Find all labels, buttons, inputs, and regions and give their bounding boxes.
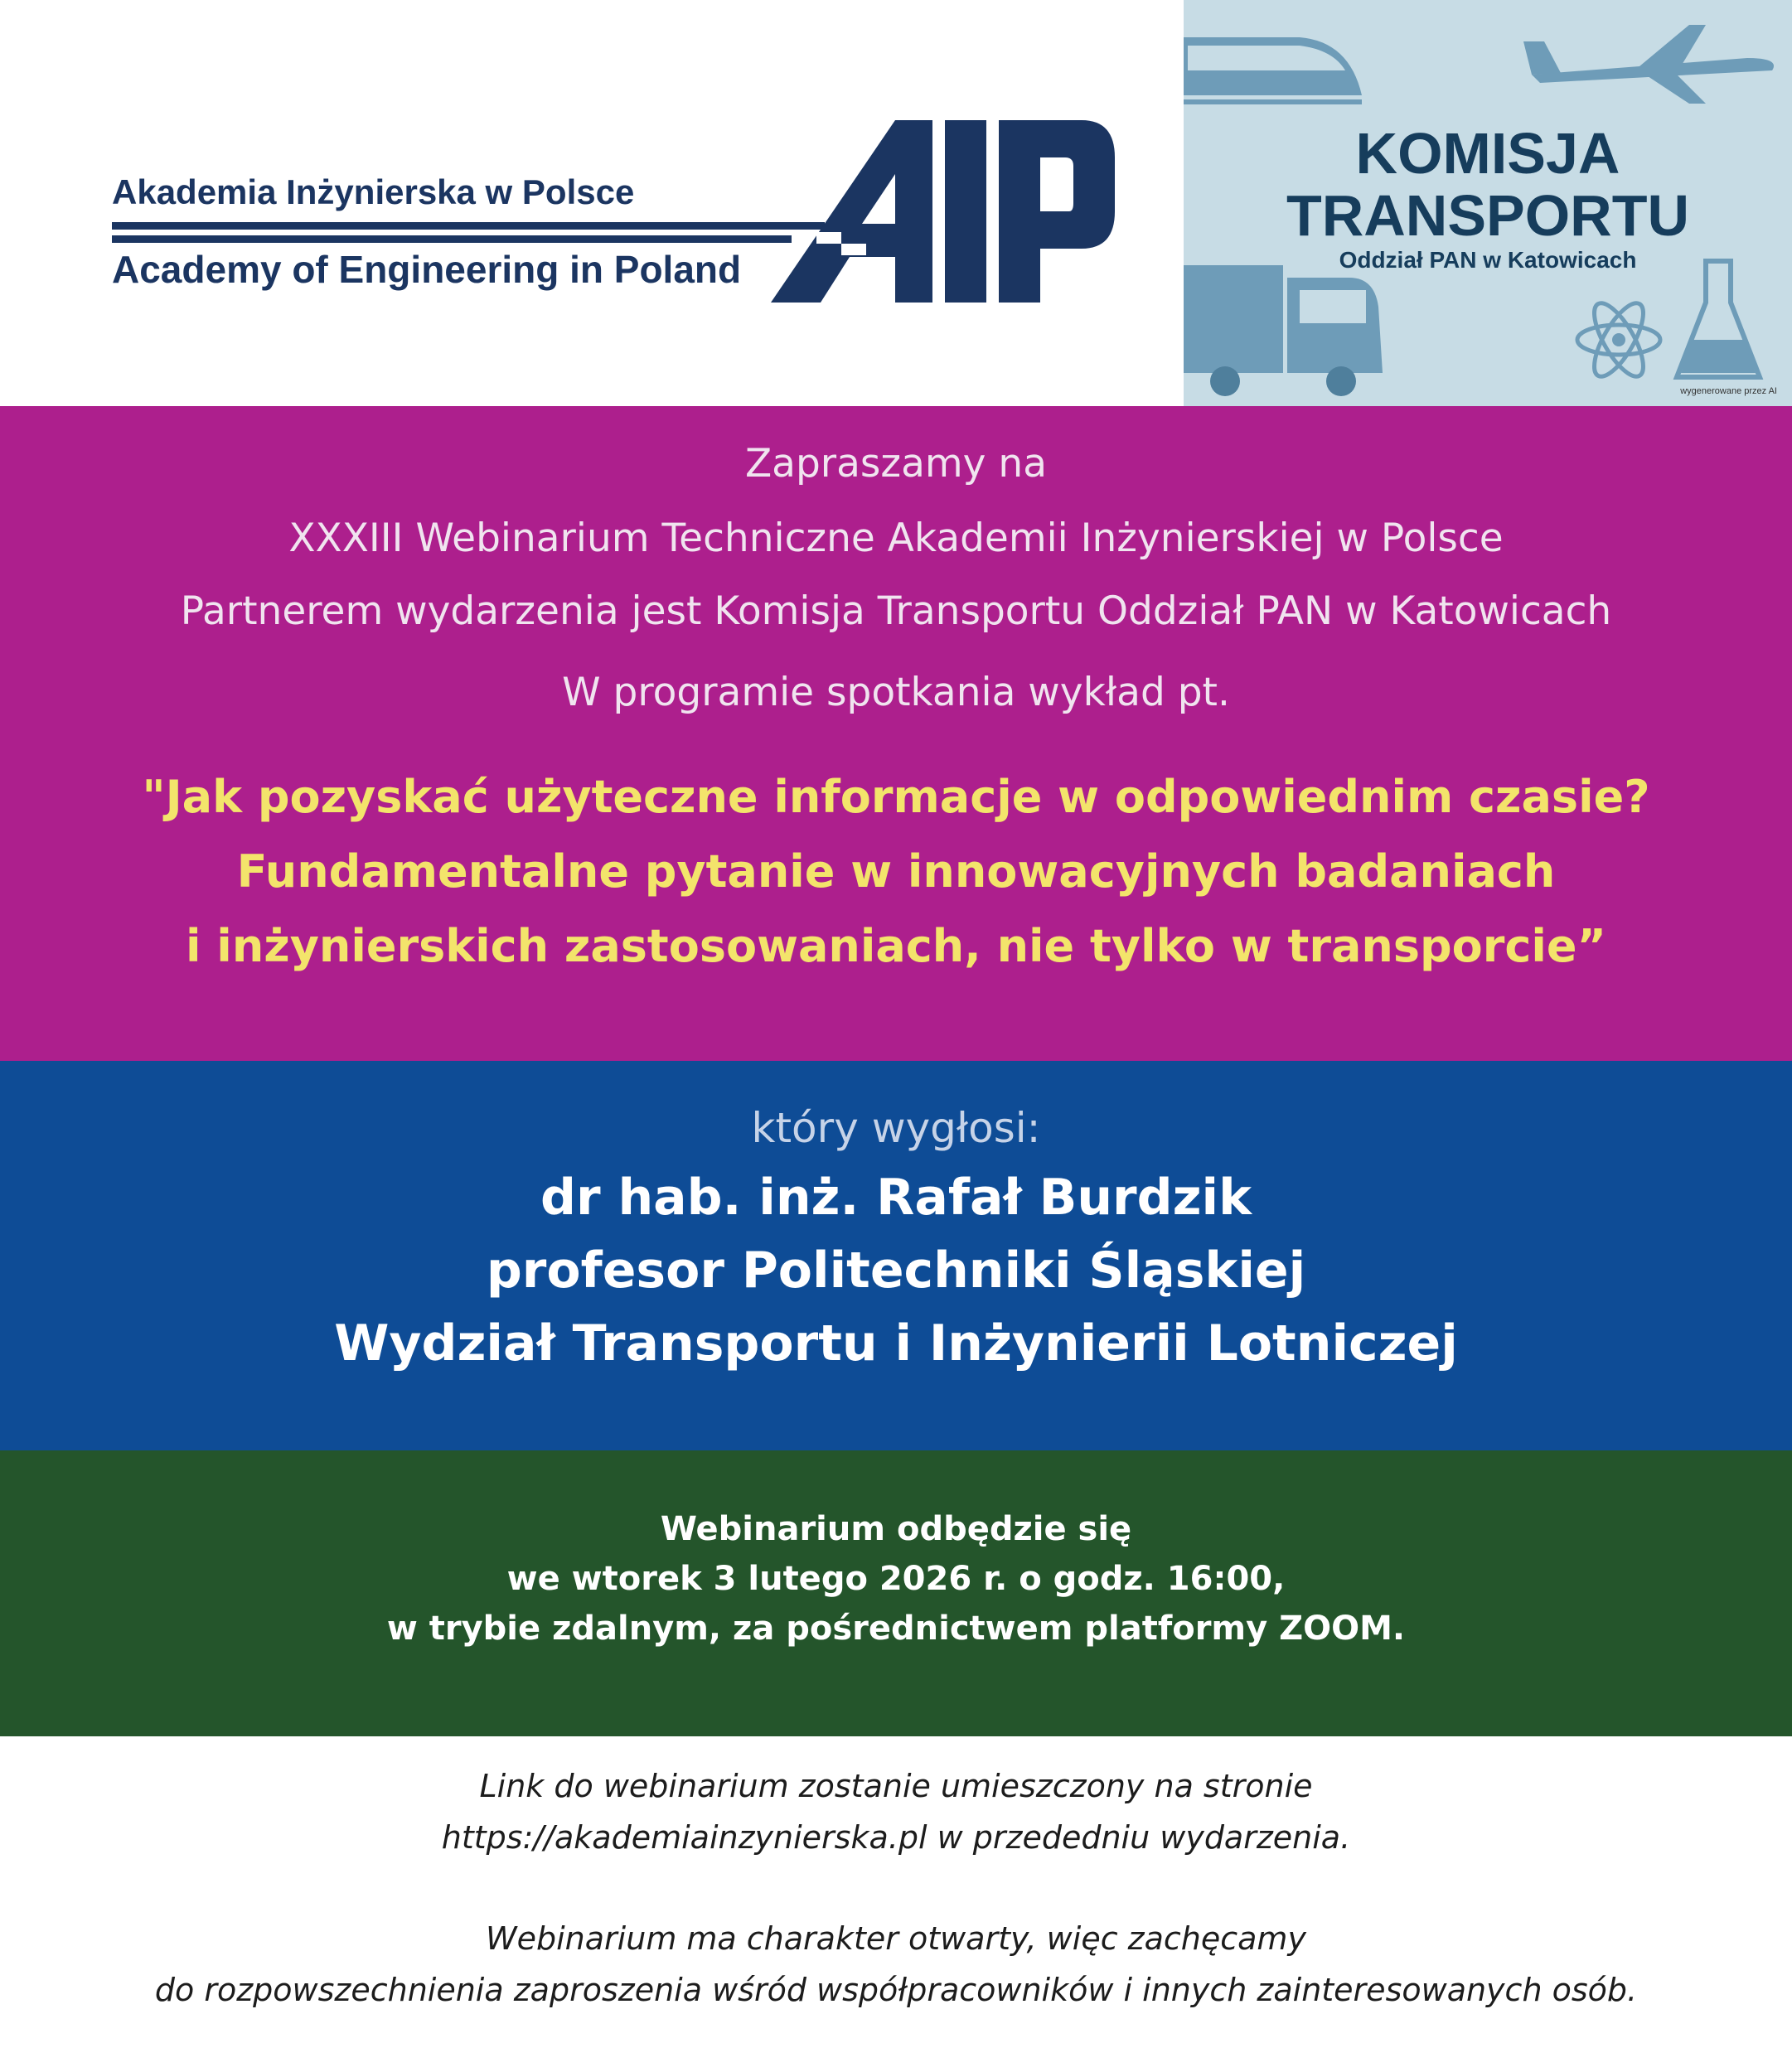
invite-line1: Zapraszamy na — [744, 441, 1048, 487]
lecture-title-line3: i inżynierskich zastosowaniach, nie tylko w transporcie” — [186, 920, 1606, 972]
truck-icon — [1184, 257, 1391, 398]
header — [0, 0, 1792, 406]
speaker-section — [0, 1061, 1792, 1450]
speaker-faculty: Wydział Transportu i Inżynierii Lotniczej — [334, 1314, 1458, 1372]
lecture-title-line2: Fundamentalne pytanie w innowacyjnych badaniach — [236, 845, 1556, 898]
invite-line4: W programie spotkania wykład pt. — [562, 670, 1230, 715]
footer-section — [0, 1736, 1792, 2072]
footer-line1: Link do webinarium zostanie umieszczony na stronie — [479, 1768, 1313, 1804]
aip-stripe-1 — [112, 222, 825, 230]
airplane-icon — [1523, 17, 1789, 108]
atom-icon — [1573, 298, 1664, 381]
invite-line3: Partnerem wydarzenia jest Komisja Transportu Oddział PAN w Katowicach — [180, 588, 1612, 634]
footer-line3: Webinarium ma charakter otwarty, więc zachęcamy — [486, 1920, 1306, 1957]
speaker-name: dr hab. inż. Rafał Burdzik — [540, 1169, 1252, 1227]
commission-subtitle: Oddział PAN w Katowicach — [1339, 247, 1637, 273]
event-details-section — [0, 1450, 1792, 1736]
footer-link-line: https://akademiainzynierska.pl w przededniu wydarzenia. — [441, 1819, 1351, 1856]
footer-line4: do rozpowszechnienia zaproszenia wśród współpracowników i innych zainteresowanych osób. — [154, 1972, 1638, 2008]
aip-name-en: Academy of Engineering in Poland — [112, 248, 742, 291]
invite-line2: XXXIII Webinarium Techniczne Akademii Inżynierskiej w Polsce — [288, 516, 1504, 561]
lecture-title-line1: "Jak pozyskać użyteczne informacje w odpowiednim czasie? — [142, 771, 1650, 823]
ai-generated-note: wygenerowane przez AI — [1680, 386, 1777, 396]
aip-name-pl: Akademia Inżynierska w Polsce — [112, 172, 635, 211]
commission-badge — [1184, 0, 1792, 406]
event-line1: Webinarium odbędzie się — [660, 1510, 1132, 1548]
commission-title-line1: KOMISJA — [1355, 121, 1620, 186]
invitation-section — [0, 406, 1792, 1061]
speaker-intro: który wygłosi: — [751, 1104, 1041, 1152]
flask-icon — [1673, 253, 1764, 385]
commission-title-line2: TRANSPORTU — [1286, 183, 1690, 248]
event-date-line: we wtorek 3 lutego 2026 r. o godz. 16:00, — [506, 1560, 1286, 1598]
train-icon — [1184, 21, 1366, 112]
aip-stripe-2 — [112, 235, 792, 243]
event-platform-line: w trybie zdalnym, za pośrednictwem platformy ZOOM. — [386, 1610, 1406, 1648]
aip-logo-icon — [771, 116, 1119, 307]
speaker-position: profesor Politechniki Śląskiej — [486, 1242, 1306, 1300]
